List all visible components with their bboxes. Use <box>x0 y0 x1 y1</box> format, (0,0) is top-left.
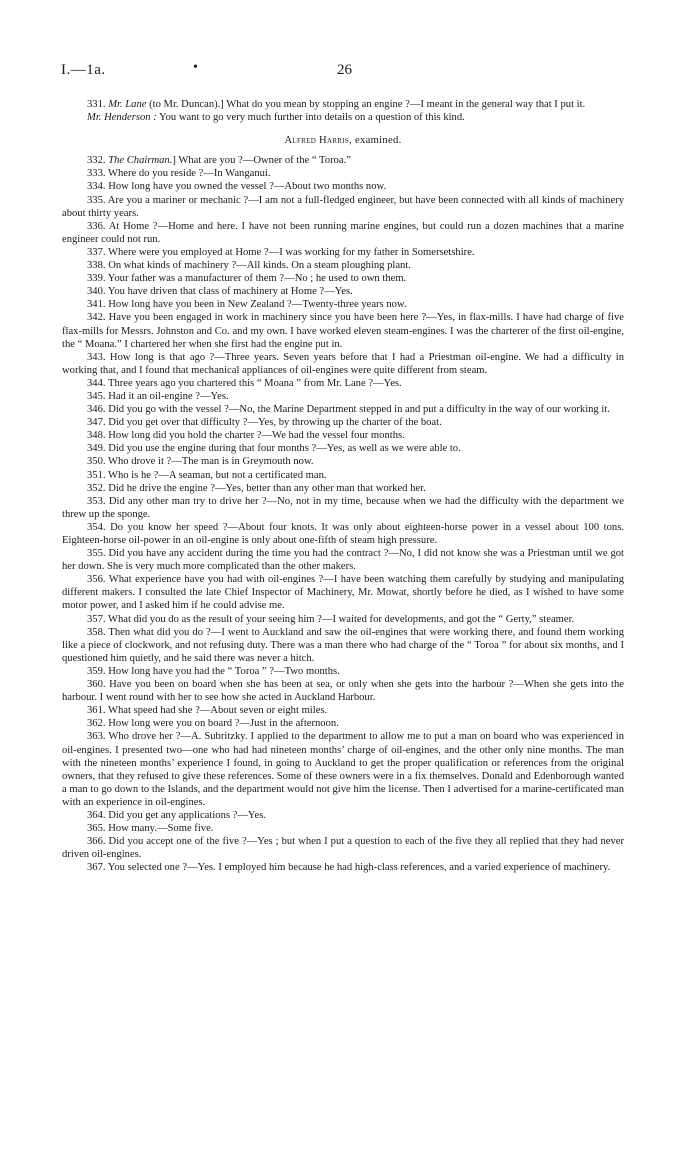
paragraph: 345. Had it an oil-engine ?—Yes. <box>87 390 229 402</box>
paragraph: 332. The Chairman.] What are you ?—Owner of the “ Toroa.” <box>87 155 351 167</box>
paragraph: 338. On what kinds of machinery ?—All kinds. On a steam ploughing plant. <box>87 260 411 272</box>
paragraph: 362. How long were you on board ?—Just in the afternoon. <box>87 718 339 730</box>
paragraph: 335. Are you a mariner or mechanic ?—I am not a full-fledged engineer, but have been connected with all kinds of machinery about thirty years. <box>62 194 624 219</box>
paragraph: 365. How many.—Some five. <box>87 823 214 835</box>
paragraph: 364. Did you get any applications ?—Yes. <box>87 809 266 821</box>
paragraph: 339. Your father was a manufacturer of them ?—No ; he used to own them. <box>87 273 407 285</box>
document-body <box>62 98 624 874</box>
paragraph: 349. Did you use the engine during that four months ?—Yes, as well as we were able to. <box>87 443 461 455</box>
speaker-name: Mr. Henderson : <box>87 112 157 124</box>
margin-mark: • <box>193 60 198 75</box>
paragraph: 355. Did you have any accident during the time you had the contract ?—No, I did not know she was a Priestman until we got her down. She is very much more complicated than the other makers. <box>62 548 624 573</box>
document-reference: I.—1a. <box>61 62 106 78</box>
paragraph: 357. What did you do as the result of your seeing him ?—I waited for developments, and got the “ Gerty,” steamer. <box>87 613 575 625</box>
paragraph: 360. Have you been on board when she has been at sea, or only when she gets into the harbour ?—When she gets into the harbour. I went round with her to see how she acted in Auckland Harbour. <box>62 679 624 704</box>
page-header <box>0 62 700 82</box>
paragraph: 352. Did he drive the engine ?—Yes, better than any other man that worked her. <box>87 482 426 494</box>
speaker-name: The Chairman. <box>108 155 173 167</box>
witness-name: Alfred Harris <box>284 135 350 147</box>
paragraph: 367. You selected one ?—Yes. I employed him because he had high-class references, and a varied experience of machinery. <box>87 862 611 874</box>
paragraph: 340. You have driven that class of machinery at Home ?—Yes. <box>87 286 353 298</box>
paragraph: 363. Who drove her ?—A. Subritzky. I applied to the department to allow me to put a man on board who was experienced in oil-engines. I presented two—one who had had nineteen months’ charge of oil-engines, and the other only nine months. The man with the nineteen months’ experience I found, in going to Auckland to get the proper qualification or references from the original owners, that they refused to give these references. Some of these owners were in a fix themselves. Donald and Edenborough wanted a man to go down to the Islands, and the department would not give him the license. Then I advertised for a marine-certificated man with an experience in oil-engines. <box>62 731 624 808</box>
page-number: 26 <box>337 62 352 78</box>
paragraph: 350. Who drove it ?—The man is in Greymouth now. <box>87 456 314 468</box>
paragraph: 359. How long have you had the “ Toroa ” ?—Two months. <box>87 665 340 677</box>
paragraph: 331. Mr. Lane (to Mr. Duncan).] What do you mean by stopping an engine ?—I meant in the general way that I put it. <box>87 99 586 110</box>
paragraph: 351. Who is he ?—A seaman, but not a certificated man. <box>87 469 327 481</box>
paragraph: 333. Where do you reside ?—In Wanganui. <box>87 168 271 180</box>
paragraph: Mr. Henderson : You want to go very much further into details on a question of this kind. <box>87 112 465 124</box>
paragraph: 344. Three years ago you chartered this “ Moana ” from Mr. Lane ?—Yes. <box>87 377 402 389</box>
paragraph: 334. How long have you owned the vessel ?—About two months now. <box>87 181 387 193</box>
witness-heading: Alfred Harris, examined. <box>284 135 402 147</box>
paragraph: 361. What speed had she ?—About seven or eight miles. <box>87 705 328 717</box>
paragraph: 348. How long did you hold the charter ?—We had the vessel four months. <box>87 430 405 442</box>
paragraph: 356. What experience have you had with oil-engines ?—I have been watching them carefully by studying and manipulating different makers. I consulted the late Chief Inspector of Machinery, Mr. Mowat, shortly before he died, as I wished to have some motor power, and I asked him if he could advise me. <box>62 574 624 612</box>
paragraph: 337. Where were you employed at Home ?—I was working for my father in Somersetshire. <box>87 246 475 258</box>
paragraph: 342. Have you been engaged in work in machinery since you have been here ?—Yes, in flax-mills. I have had charge of five flax-mills for Messrs. Johnston and Co. and my own. I have worked eleven steam-engines. I was the charterer of the first oil-engine, the “ Moana.” I chartered her when she first had the engine put in. <box>62 312 624 350</box>
paragraph: 336. At Home ?—Home and here. I have not been running marine engines, but could run a dozen machines that a marine engineer could not run. <box>62 220 624 245</box>
paragraph: 341. How long have you been in New Zealand ?—Twenty-three years now. <box>87 299 407 311</box>
paragraph: 366. Did you accept one of the five ?—Yes ; but when I put a question to each of the five they all replied that they had never driven oil-engines. <box>62 836 624 861</box>
paragraph: 343. How long is that ago ?—Three years. Seven years before that I had a Priestman oil-engine. We had a difficulty in working that, and I found that mechanical appliances of oil-engines were quite different from steam. <box>62 351 624 376</box>
paragraph: 347. Did you get over that difficulty ?—Yes, by throwing up the charter of the boat. <box>87 417 442 429</box>
paragraph: 358. Then what did you do ?—I went to Auckland and saw the oil-engines that were working there, and found them working like a piece of clockwork, and not refusing duty. There was a man there who had charge of the “ Toroa ” for about six months, and I questioned him quietly, and he said there was never a hitch. <box>62 626 624 664</box>
paragraph: 346. Did you go with the vessel ?—No, the Marine Department stepped in and put a difficulty in the way of our working it. <box>87 404 610 416</box>
paragraph: 354. Do you know her speed ?—About four knots. It was only about eighteen-horse power in a vessel about 100 tons. Eighteen-horse oil-power in an oil-engine is only about one-fifth of steam high pressure. <box>62 521 624 546</box>
speaker-name: Mr. Lane <box>108 99 147 110</box>
paragraph: 353. Did any other man try to drive her ?—No, not in my time, because when we had the difficulty with the department we threw up the sponge. <box>62 495 624 520</box>
